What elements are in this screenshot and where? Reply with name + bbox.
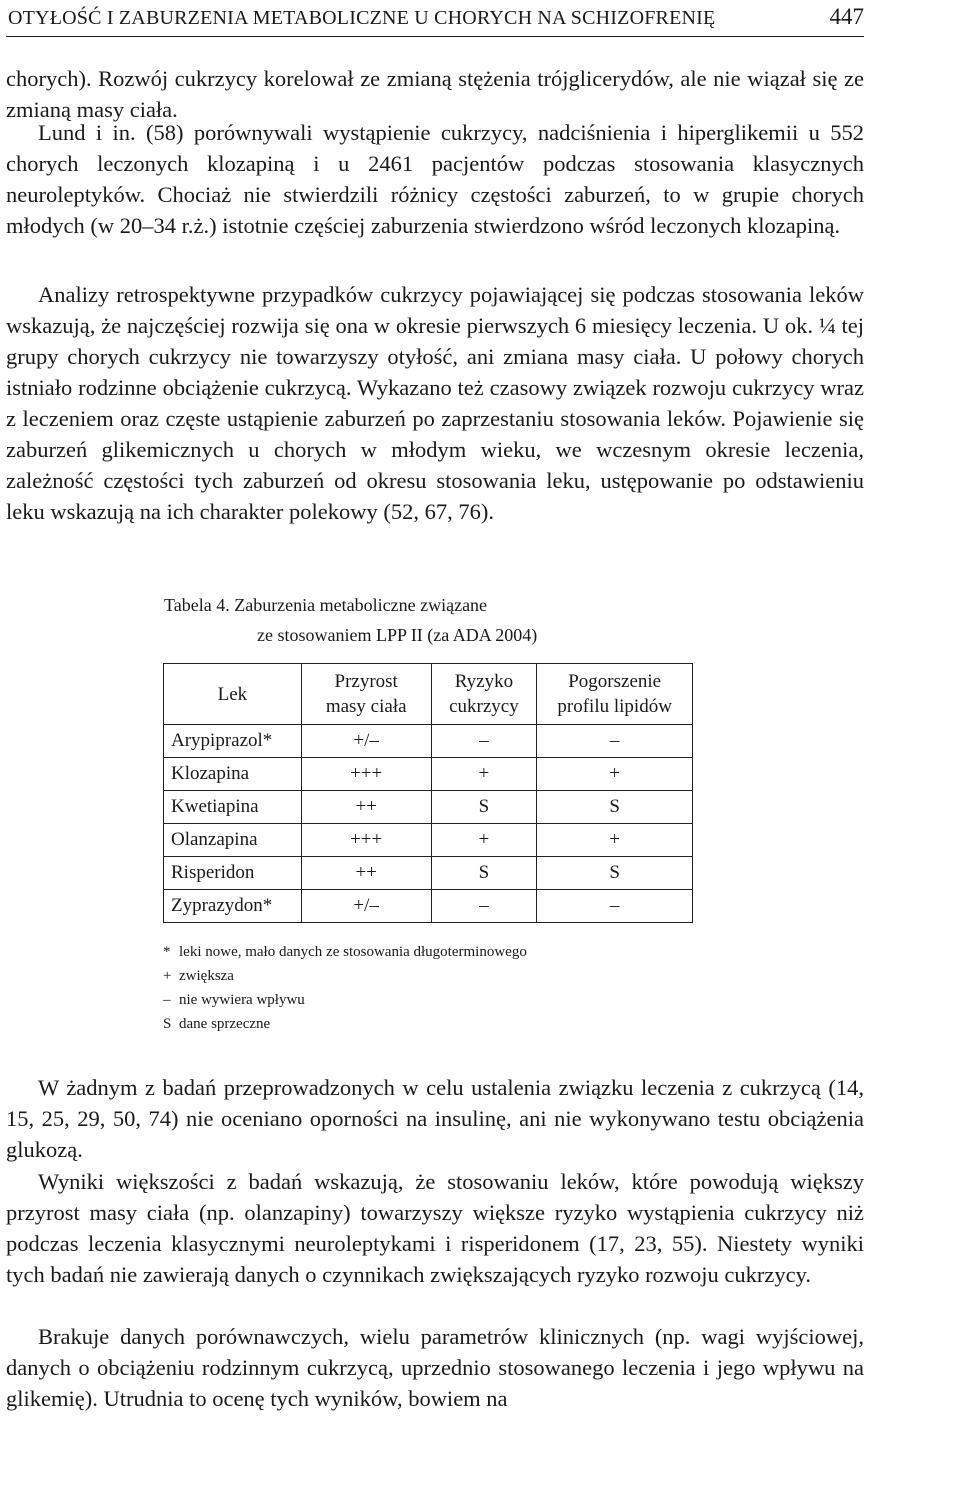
legend-item: + zwiększa <box>163 968 234 984</box>
table-cell: – <box>431 890 537 923</box>
table-cell: ++ <box>301 857 431 890</box>
legend-item: – nie wywiera wpływu <box>163 992 305 1008</box>
table-cell: + <box>431 758 537 791</box>
table-cell: Risperidon <box>164 857 302 890</box>
table-row <box>164 824 693 857</box>
table-cell: +/– <box>301 725 431 758</box>
header-weight-gain: Przyrost masy ciała <box>301 664 431 725</box>
table-row <box>164 857 693 890</box>
table-cell: +++ <box>301 824 431 857</box>
table-cell: Olanzapina <box>164 824 302 857</box>
table-cell: – <box>537 725 693 758</box>
table-cell: + <box>537 824 693 857</box>
table-cell: + <box>537 758 693 791</box>
table-header-row <box>164 664 693 725</box>
table-cell: +++ <box>301 758 431 791</box>
table-cell: S <box>537 791 693 824</box>
table-row <box>164 725 693 758</box>
header-lipid-profile: Pogorszenie profilu lipidów <box>537 664 693 725</box>
table-cell: + <box>431 824 537 857</box>
paragraph-insulin: W żadnym z badań przeprowadzonych w celu ustalenia związku leczenia z cukrzycą (14, 15, 25, 29, 50, 74) nie oceniano oporności na insulinę, ani nie wykonywano testu obciążenia glukozą. <box>6 1075 864 1162</box>
table-cell: ++ <box>301 791 431 824</box>
header-drug: Lek <box>164 664 302 725</box>
table-cell: S <box>431 857 537 890</box>
table-cell: Kwetiapina <box>164 791 302 824</box>
table-row <box>164 890 693 923</box>
table-cell: S <box>537 857 693 890</box>
table-cell: Klozapina <box>164 758 302 791</box>
legend-item: S dane sprzeczne <box>163 1016 271 1032</box>
table-cell: +/– <box>301 890 431 923</box>
paragraph-continuation: chorych). Rozwój cukrzycy korelował ze zmianą stężenia trójglicerydów, ale nie wiązał się ze zmianą masy ciała. <box>6 66 864 122</box>
running-title: OTYŁOŚĆ I ZABURZENIA METABOLICZNE U CHORYCH NA SCHIZOFRENIĘ <box>8 7 716 29</box>
metabolic-effects-table <box>163 663 693 923</box>
table-cell: – <box>431 725 537 758</box>
table-cell: Arypiprazol* <box>164 725 302 758</box>
paragraph-lack-of-data: Brakuje danych porównawczych, wielu parametrów klinicznych (np. wagi wyjściowej, danych o obciążeniu rodzinnym cukrzycą, uprzednio stosowanego leczenia i jego wpływu na glikemię). Utrudnia to ocenę tych wyników, bowiem na <box>6 1324 864 1411</box>
table-caption <box>164 590 537 650</box>
paragraph-retrospective: Analizy retrospektywne przypadków cukrzycy pojawiającej się podczas stosowania leków wskazują, że najczęściej rozwija się ona w okresie pierwszych 6 miesięcy leczenia. U ok. ¼ tej grupy chorych cukrzycy nie towarzyszy otyłość, ani zmiana masy ciała. U połowy chorych istniało rodzinne obciążenie cukrzycą. Wykazano też czasowy związek rozwoju cukrzycy wraz z leczeniem oraz częste ustąpienie zaburzeń po zaprzestaniu stosowania leków. Pojawienie się zaburzeń glikemicznych u chorych w młodym wieku, we wczesnym okresie leczenia, zależność częstości tych zaburzeń od okresu stosowania leku, ustępowanie po odstawieniu leku wskazują na ich charakter polekowy (52, 67, 76). <box>6 282 864 524</box>
paragraph-lund: Lund i in. (58) porównywali wystąpienie cukrzycy, nadciśnienia i hiperglikemii u 552 chorych leczonych klozapiną i u 2461 pacjentów podczas stosowania klasycznych neuroleptyków. Chociaż nie stwierdzili różnicy częstości zaburzeń, to w grupie chorych młodych (w 20–34 r.ż.) istotnie częściej zaburzenia stwierdzono wśród leczonych klozapiną. <box>6 120 864 238</box>
header-diabetes-risk: Ryzyko cukrzycy <box>431 664 537 725</box>
table-row <box>164 791 693 824</box>
table-cell: S <box>431 791 537 824</box>
table-row <box>164 758 693 791</box>
page-number: 447 <box>829 4 864 29</box>
paragraph-results: Wyniki większości z badań wskazują, że stosowaniu leków, które powodują większy przyrost masy ciała (np. olanzapiny) towarzyszy większe ryzyko wystąpienia cukrzycy niż podczas leczenia klasycznymi neuroleptykami i risperidonem (17, 23, 55). Niestety wyniki tych badań nie zawierają danych o czynnikach zwiększających ryzyko rozwoju cukrzycy. <box>6 1169 864 1287</box>
legend-item: * leki nowe, mało danych ze stosowania długoterminowego <box>163 944 527 960</box>
table-legend <box>163 940 527 1036</box>
table-caption-line2: ze stosowaniem LPP II (za ADA 2004) <box>257 625 538 645</box>
table-cell: Zyprazydon* <box>164 890 302 923</box>
table-caption-line1: Tabela 4. Zaburzenia metaboliczne związane <box>164 595 488 615</box>
page-header <box>6 4 864 37</box>
table-cell: – <box>537 890 693 923</box>
